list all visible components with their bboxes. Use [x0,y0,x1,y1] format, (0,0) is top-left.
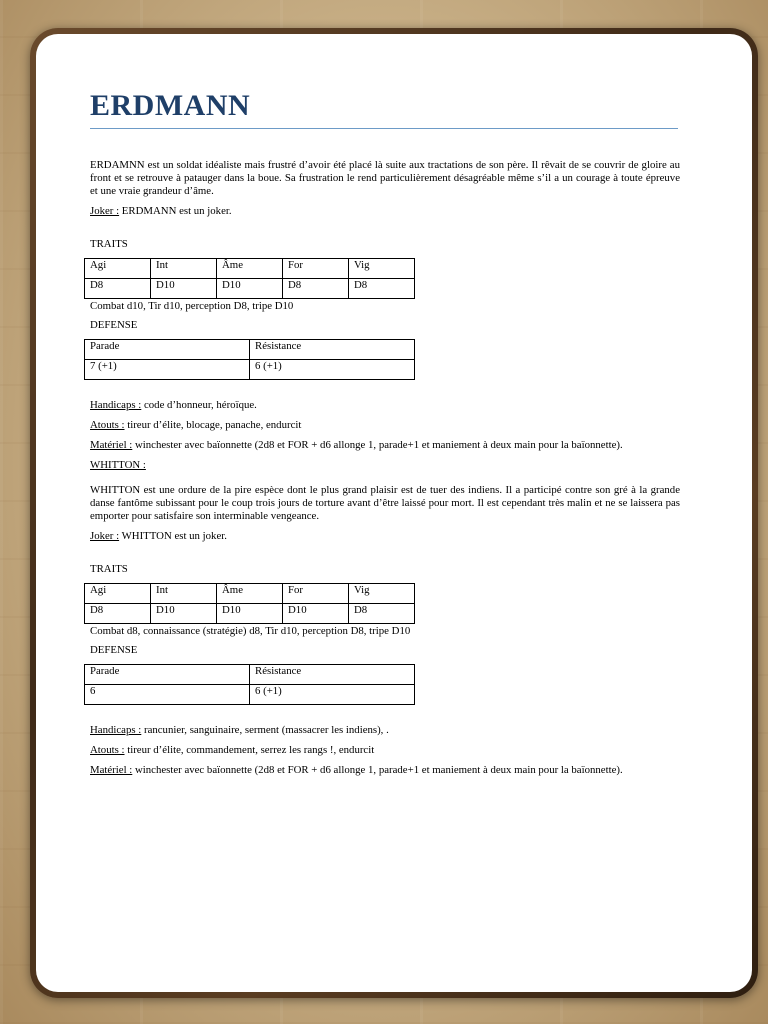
defense-header: Parade [85,665,250,685]
atouts-label: Atouts : [90,419,125,431]
defense-header: Parade [85,340,250,360]
materiel-text: winchester avec baïonnette (2d8 et FOR + d6 allonge 1, parade+1 et maniement à deux main pour la baïonnette). [132,764,623,776]
trait-value: D10 [151,279,217,299]
defense-value: 7 (+1) [85,360,250,380]
trait-header: Agi [85,259,151,279]
whitton-materiel [90,764,680,777]
whitton-traits-heading: TRAITS [90,563,128,575]
whitton-handicaps [90,724,680,737]
erdmann-handicaps [90,399,680,412]
trait-header: Int [151,584,217,604]
trait-value: D10 [217,279,283,299]
trait-header: Vig [349,584,415,604]
erdmann-atouts [90,419,680,432]
trait-value: D10 [283,604,349,624]
whitton-heading-text: WHITTON : [90,459,146,471]
erdmann-traits-heading: TRAITS [90,238,128,250]
materiel-label: Matériel : [90,439,133,451]
trait-value: D10 [217,604,283,624]
trait-value: D8 [85,604,151,624]
trait-header: Âme [217,259,283,279]
atouts-label: Atouts : [90,744,125,756]
handicaps-text: code d’honneur, héroïque. [141,399,257,411]
whitton-defense-heading: DEFENSE [90,644,138,656]
trait-value: D8 [349,279,415,299]
joker-label: Joker : [90,205,120,217]
defense-value: 6 (+1) [250,360,415,380]
erdmann-skills: Combat d10, Tir d10, perception D8, tripe D10 [90,300,294,312]
erdmann-defense-heading: DEFENSE [90,319,138,331]
joker-label: Joker : [90,530,120,542]
table-row [85,259,415,279]
handicaps-text: rancunier, sanguinaire, serment (massacrer les indiens), . [141,724,389,736]
trait-value: D8 [85,279,151,299]
defense-value: 6 (+1) [250,685,415,705]
trait-header: For [283,259,349,279]
materiel-text: winchester avec baïonnette (2d8 et FOR + d6 allonge 1, parade+1 et maniement à deux main pour la baïonnette). [132,439,623,451]
joker-text: ERDMANN est un joker. [119,205,232,217]
table-row [85,665,415,685]
trait-header: Int [151,259,217,279]
trait-header: Vig [349,259,415,279]
erdmann-materiel [90,439,680,452]
handicaps-label: Handicaps : [90,724,142,736]
whitton-skills: Combat d8, connaissance (stratégie) d8, Tir d10, perception D8, tripe D10 [90,625,411,637]
defense-header: Résistance [250,340,415,360]
defense-header: Résistance [250,665,415,685]
trait-header: Âme [217,584,283,604]
trait-header: For [283,584,349,604]
whitton-defense-table [84,664,415,705]
joker-text: WHITTON est un joker. [119,530,227,542]
whitton-atouts [90,744,680,757]
trait-value: D8 [349,604,415,624]
erdmann-joker-line [90,205,680,218]
table-row [85,340,415,360]
trait-header: Agi [85,584,151,604]
table-row [85,279,415,299]
materiel-label: Matériel : [90,764,133,776]
atouts-text: tireur d’élite, commandement, serrez les rangs !, endurcit [124,744,375,756]
whitton-traits-table [84,583,415,624]
document-content [90,86,680,777]
whitton-description: WHITTON est une ordure de la pire espèce dont le plus grand plaisir est de tuer des indiens. Il a participé contre son gré à la grande danse fantôme subissant pour le coup trois jours de torture avant d’être laissé pour mort. Il est cependant très malin et ne se laissera pas emporter pour satisfaire son interminable vengeance. [90,484,680,522]
trait-value: D10 [151,604,217,624]
erdmann-traits-table [84,258,415,299]
whitton-heading [90,459,680,472]
trait-value: D8 [283,279,349,299]
erdmann-defense-table [84,339,415,380]
whitton-joker-line [90,530,680,543]
atouts-text: tireur d’élite, blocage, panache, endurcit [124,419,302,431]
erdmann-description: ERDAMNN est un soldat idéaliste mais frustré d’avoir été placé là suite aux tractations de son père. Il rêvait de se couvrir de gloire au front et se retrouve à patauger dans la boue. Sa frustration le rend particulièrement désagréable même s’il a un courage à toute épreuve et une vraie grandeur d’âme. [90,159,680,197]
table-row [85,685,415,705]
table-row [85,584,415,604]
table-row [85,360,415,380]
defense-value: 6 [85,685,250,705]
handicaps-label: Handicaps : [90,399,142,411]
page-title: ERDMANN [90,89,251,122]
table-row [85,604,415,624]
